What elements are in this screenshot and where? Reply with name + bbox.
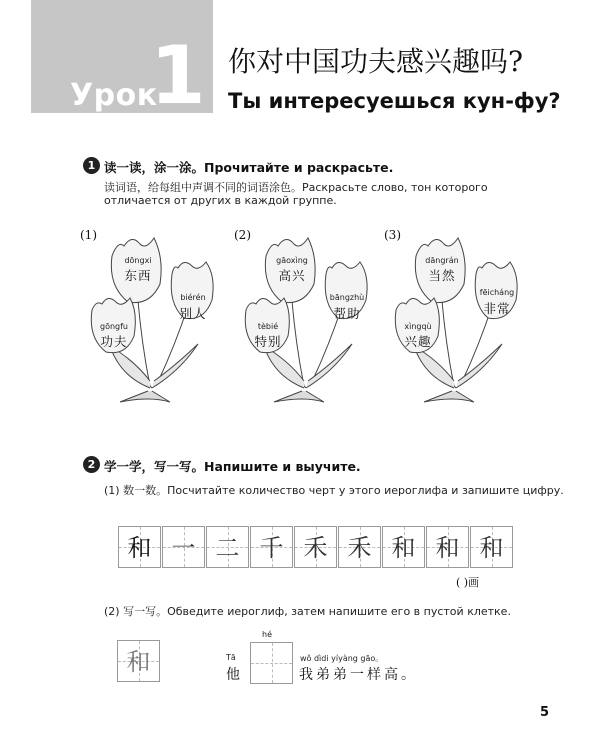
word-hanzi: 功夫 [100,334,128,349]
exercise-1-badge: 1 [83,157,100,174]
flower-group-2 [234,226,374,406]
lesson-title-chinese: 你对中国功夫感兴趣吗? [228,45,524,78]
word-pinyin: dōngxi [124,256,152,265]
grid-cell[interactable] [206,526,249,568]
trace-model-cell[interactable] [117,640,160,682]
word-pinyin: fēicháng [479,288,515,297]
flower-group-3 [384,226,524,406]
grid-char: 一 [171,534,196,562]
grid-char: 和 [479,534,504,562]
grid-char: 禾 [347,534,372,562]
word-pinyin: xìngqù [404,322,432,331]
target-char-pinyin: hé [262,630,272,639]
word-pinyin: tèbié [257,322,279,331]
word-hanzi: 当然 [428,268,456,283]
grid-cell[interactable] [426,526,469,568]
grid-cell[interactable] [470,526,513,568]
grid-char: 和 [391,534,416,562]
exercise-1-heading: 读一读，涂一涂。Прочитайте и раскрасьте. [104,160,394,175]
sentence-start-pinyin: Tā [226,653,236,662]
word-hanzi: 非常 [483,301,511,316]
group-label: (3) [384,228,401,242]
grid-cell [118,526,161,568]
sentence-end-pinyin: wǒ dìdi yíyàng gāo。 [300,654,384,663]
word-hanzi: 帮助 [333,306,361,321]
exercise-2-badge: 2 [83,456,100,473]
lesson-number: 1 [150,29,206,122]
word-pinyin: biérén [180,293,206,302]
word-hanzi: 高兴 [278,268,306,283]
grid-cell[interactable] [250,526,293,568]
word-hanzi: 东西 [124,268,152,283]
word-hanzi: 兴趣 [404,334,432,349]
stroke-count-answer-blank[interactable]: ( )画 [456,576,480,589]
exercise-2-part2-instruction: (2) 写一写。Обведите иероглиф, затем напишите его в пустой клетке. [104,605,511,618]
blank-writing-cell[interactable] [250,642,293,684]
grid-char: 和 [435,534,460,562]
exercise-1-instruction-line1: 读词语，给每组中声调不同的词语涂色。Раскрасьте слово, тон которого [104,181,488,194]
flower-group-1 [80,226,220,406]
stroke-order-grid [118,526,518,568]
word-pinyin: gōngfu [99,322,128,331]
grid-char: 二 [215,534,240,562]
sentence-end-hanzi: 我弟弟一样高。 [299,667,418,683]
trace-model-char: 和 [126,648,151,676]
word-hanzi: 特别 [254,334,282,349]
word-pinyin: dāngrán [425,256,459,265]
grid-char: 千 [259,534,284,562]
grid-cell[interactable] [382,526,425,568]
lesson-label: Урок [70,78,158,113]
grid-cell[interactable] [294,526,337,568]
exercise-2-heading: 学一学，写一写。Напишите и выучите. [104,459,361,474]
exercise-2-part1-instruction: (1) 数一数。Посчитайте количество черт у этого иероглифа и запишите цифру. [104,484,564,497]
word-hanzi: 别人 [179,306,207,321]
exercise-1-instruction-line2: отличается от других в каждой группе. [104,194,337,207]
word-pinyin: gāoxìng [276,256,308,265]
lesson-title-russian: Ты интересуешься кун-фу? [228,89,561,113]
grid-cell[interactable] [338,526,381,568]
group-label: (2) [234,228,251,242]
word-pinyin: bāngzhù [329,293,365,302]
page-number: 5 [540,705,550,720]
grid-char: 和 [127,534,152,562]
grid-char: 禾 [303,534,328,562]
sentence-start-hanzi: 他 [226,667,241,683]
grid-cell[interactable] [162,526,205,568]
group-label: (1) [80,228,97,242]
